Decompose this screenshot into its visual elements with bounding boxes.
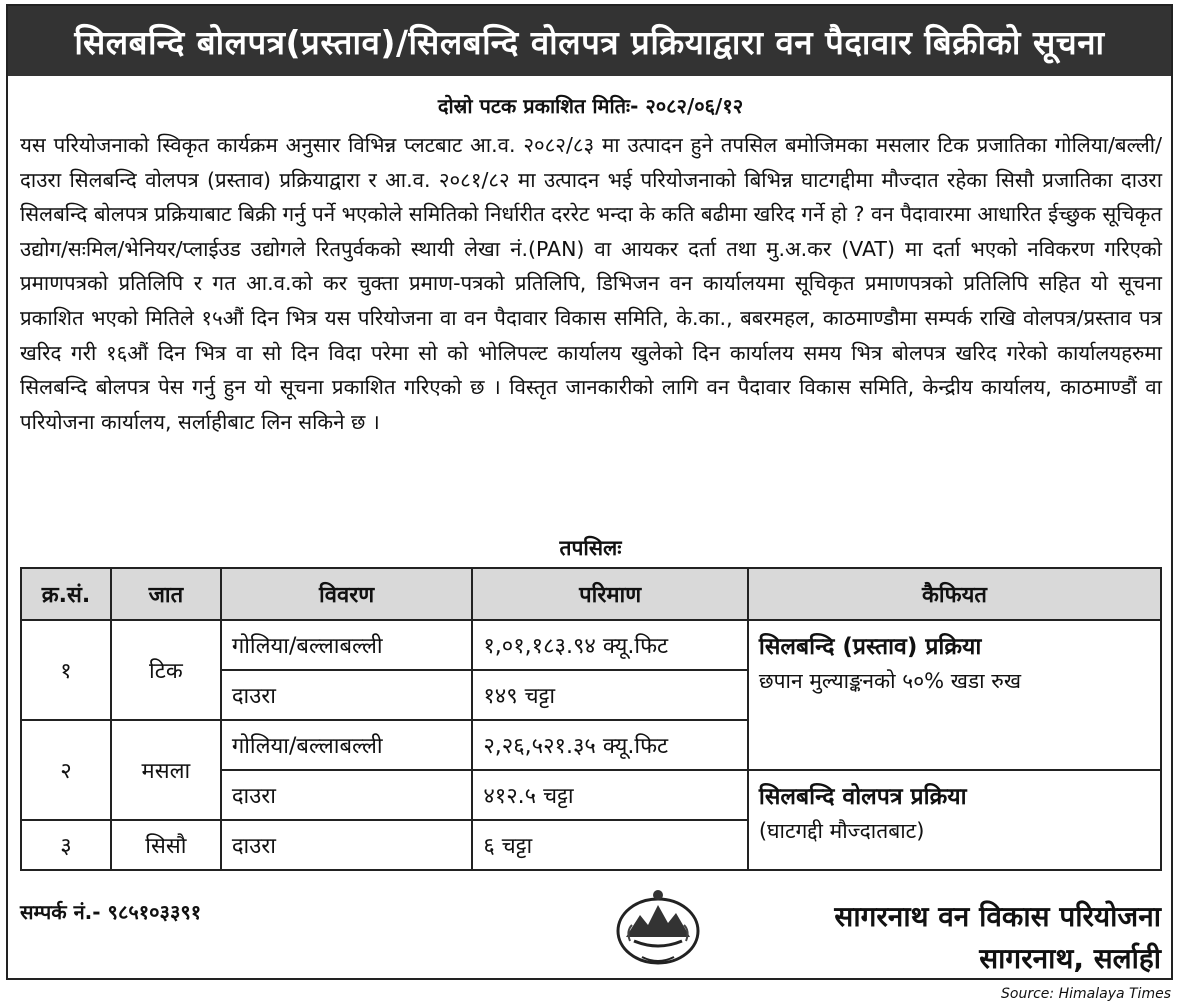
organization-block bbox=[834, 896, 1161, 980]
published-date: दोस्रो पटक प्रकाशित मितिः- २०८२/०६/१२ bbox=[437, 94, 744, 118]
header-description: विवरण bbox=[221, 568, 473, 620]
nepal-government-emblem-icon bbox=[612, 885, 704, 967]
cell-species: मसला bbox=[111, 720, 221, 820]
header-quantity: परिमाण bbox=[472, 568, 748, 620]
cell-remark-2 bbox=[748, 770, 1161, 870]
cell-quantity: १,०१,१८३.९४ क्यू.फिट bbox=[472, 620, 748, 670]
contact-number: सम्पर्क नं.- ९८५१०३३९१ bbox=[20, 900, 202, 924]
source-credit: Source: Himalaya Times bbox=[1001, 986, 1171, 1002]
cell-description: दाउरा bbox=[221, 820, 473, 870]
cell-description: गोलिया/बल्लाबल्ली bbox=[221, 720, 473, 770]
details-table bbox=[20, 567, 1162, 871]
cell-quantity: ६ चट्टा bbox=[472, 820, 748, 870]
cell-sn: ३ bbox=[21, 820, 111, 870]
table-header-row bbox=[21, 568, 1161, 620]
notice-body: यस परियोजनाको स्विकृत कार्यक्रम अनुसार विभिन्न प्लटबाट आ.व. २०८२/८३ मा उत्पादन हुने तपसिल बमोजिमका मसलार टिक प्रजातिका गोलिया/बल्ली/दाउरा सिलबन्दि वोलपत्र (प्रस्ताव) प्रक्रियाद्वारा र आ.व. २०८१/८२ मा उत्पादन भई परियोजनाको बिभिन्न घाटगद्दीमा मौज्दात रहेका सिसौ प्रजातिका दाउरा सिलबन्दि बोलपत्र प्रक्रियाबाट बिक्री गर्नु पर्ने भएकोले समितिको निर्धारीत दररेट भन्दा के कति बढीमा खरिद गर्ने हो ? वन पैदावारमा आधारित ईच्छुक सूचिकृत उद्योग/सःमिल/भेनियर/प्लाईउड उद्योगले रितपुर्वकको स्थायी लेखा नं.(PAN) वा आयकर दर्ता तथा मु.अ.कर (VAT) मा दर्ता भएको नविकरण गरिएको प्रमाणपत्रको प्रतिलिपि र गत आ.व.को कर चुक्ता प्रमाण-पत्रको प्रतिलिपि, डिभिजन वन कार्यालयमा सूचिकृत प्रमाणपत्रको प्रतिलिपि सहित यो सूचना प्रकाशित भएको मितिले १५औं दिन भित्र यस परियोजना वा वन पैदावार विकास समिति, के.का., बबरमहल, काठमाण्डौमा सम्पर्क राखि वोलपत्र/प्रस्ताव पत्र खरिद गरी १६औं दिन भित्र वा सो दिन विदा परेमा सो को भोलिपल्ट कार्यालय खुलेको दिन कार्यालय समय भित्र बोलपत्र खरिद गरेको कार्यालयहरुमा सिलबन्दि बोलपत्र पेस गर्नु हुन यो सूचना प्रकाशित गरिएको छ । विस्तृत जानकारीको लागि वन पैदावार विकास समिति, केन्द्रीय कार्यालय, काठमाण्डौं वा परियोजना कार्यालय, सर्लाहीबाट लिन सकिने छ । bbox=[20, 133, 1162, 434]
cell-description: गोलिया/बल्लाबल्ली bbox=[221, 620, 473, 670]
header-remarks: कैफियत bbox=[748, 568, 1161, 620]
cell-species: टिक bbox=[111, 620, 221, 720]
cell-sn: १ bbox=[21, 620, 111, 720]
table-row bbox=[21, 620, 1161, 670]
cell-description: दाउरा bbox=[221, 770, 473, 820]
remark-note: छपान मुल्याङ्कनको ५०% खडा रुख bbox=[758, 669, 1022, 693]
remark-heading: सिलबन्दि वोलपत्र प्रक्रिया bbox=[758, 784, 967, 810]
remark-heading: सिलबन्दि (प्रस्ताव) प्रक्रिया bbox=[758, 634, 982, 660]
organization-location: सागरनाथ, सर्लाही bbox=[979, 942, 1161, 975]
header-sn: क्र.सं. bbox=[21, 568, 111, 620]
cell-sn: २ bbox=[21, 720, 111, 820]
cell-species: सिसौ bbox=[111, 820, 221, 870]
cell-remark-1 bbox=[748, 620, 1161, 770]
cell-quantity: १४९ चट्टा bbox=[472, 670, 748, 720]
header-species: जात bbox=[111, 568, 221, 620]
notice-title: सिलबन्दि बोलपत्र(प्रस्ताव)/सिलबन्दि वोलपत्र प्रक्रियाद्वारा वन पैदावार बिक्रीको सूचना bbox=[8, 6, 1171, 76]
cell-quantity: ४१२.५ चट्टा bbox=[472, 770, 748, 820]
cell-quantity: २,२६,५२१.३५ क्यू.फिट bbox=[472, 720, 748, 770]
organization-name: सागरनाथ वन विकास परियोजना bbox=[834, 900, 1161, 933]
cell-description: दाउरा bbox=[221, 670, 473, 720]
remark-note: (घाटगद्दी मौज्दातबाट) bbox=[758, 819, 925, 843]
details-heading: तपसिलः bbox=[559, 536, 622, 560]
